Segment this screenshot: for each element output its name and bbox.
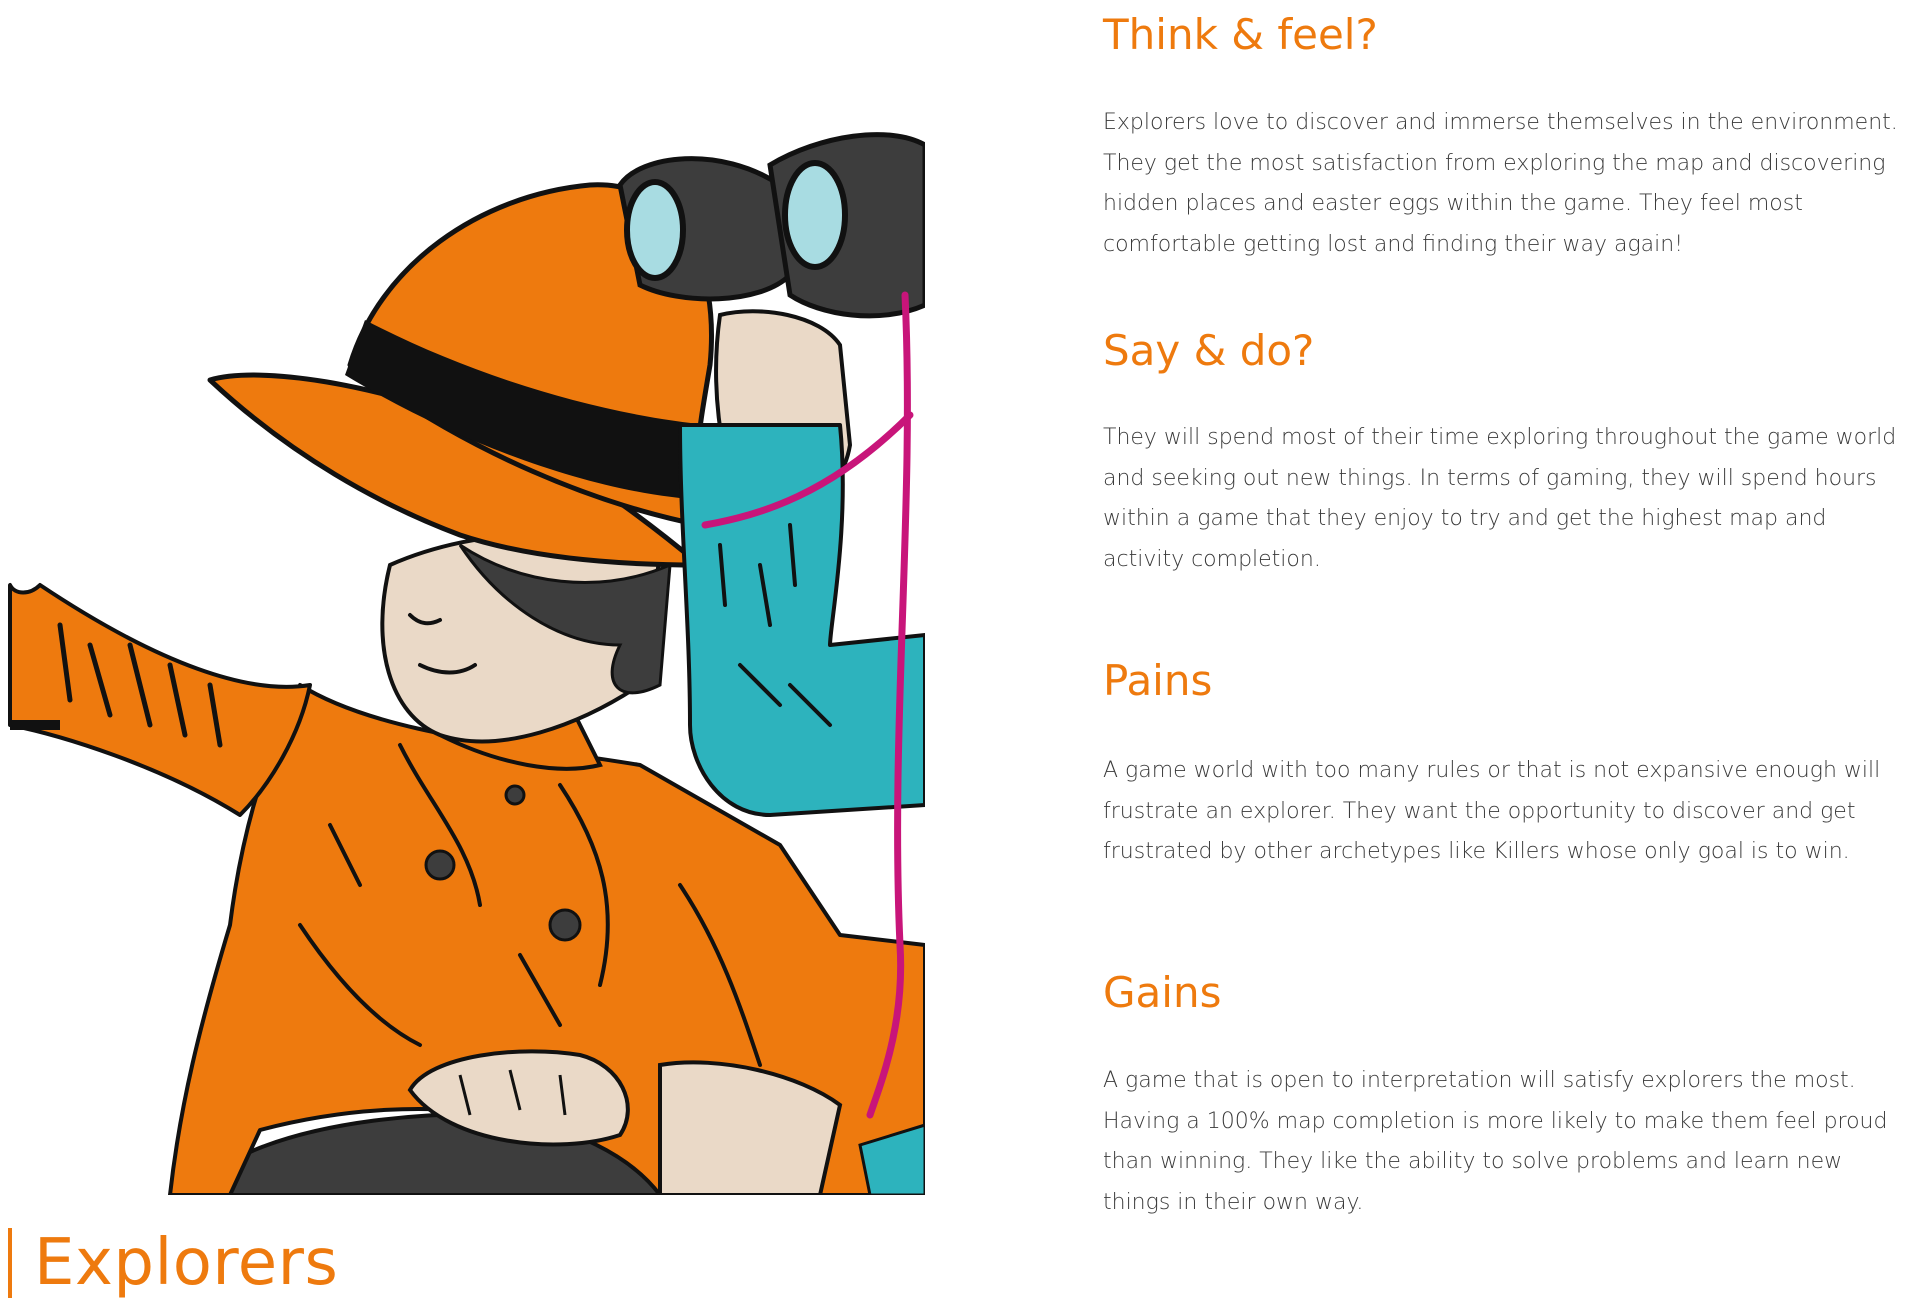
section-body: Explorers love to discover and immerse themselves in the environment. They get the most satisfaction from exploring the map and discovering hidden places and easter eggs within the game. They feel most comfortable getting lost and finding their way again!: [1103, 110, 1898, 257]
section-heading: Pains: [1103, 656, 1213, 705]
section-body: They will spend most of their time exploring throughout the game world and seeking out new things. In terms of gaming, they will spend hours within a game that they enjoy to try and get the highest map and activity completion.: [1103, 425, 1897, 572]
section-think-feel: [1103, 10, 1903, 265]
section-body: A game that is open to interpretation will satisfy explorers the most. Having a 100% map completion is more likely to make them feel proud than winning. They like the ability to solve problems and learn new things in their own way.: [1103, 1068, 1888, 1215]
title-accent-bar: [8, 1228, 12, 1298]
section-pains: [1103, 656, 1903, 873]
page-title-block: [8, 1225, 338, 1301]
section-heading: Gains: [1103, 968, 1222, 1017]
page-title: Explorers: [34, 1226, 339, 1300]
section-gains: [1103, 968, 1903, 1223]
section-heading: Say & do?: [1103, 326, 1315, 375]
section-heading: Think & feel?: [1103, 10, 1378, 59]
section-say-do: [1103, 326, 1903, 580]
explorer-illustration: [0, 125, 925, 1195]
section-body: A game world with too many rules or that is not expansive enough will frustrate an explorer. They want the opportunity to discover and get frustrated by other archetypes like Killers whose only goal is to win.: [1103, 758, 1881, 864]
